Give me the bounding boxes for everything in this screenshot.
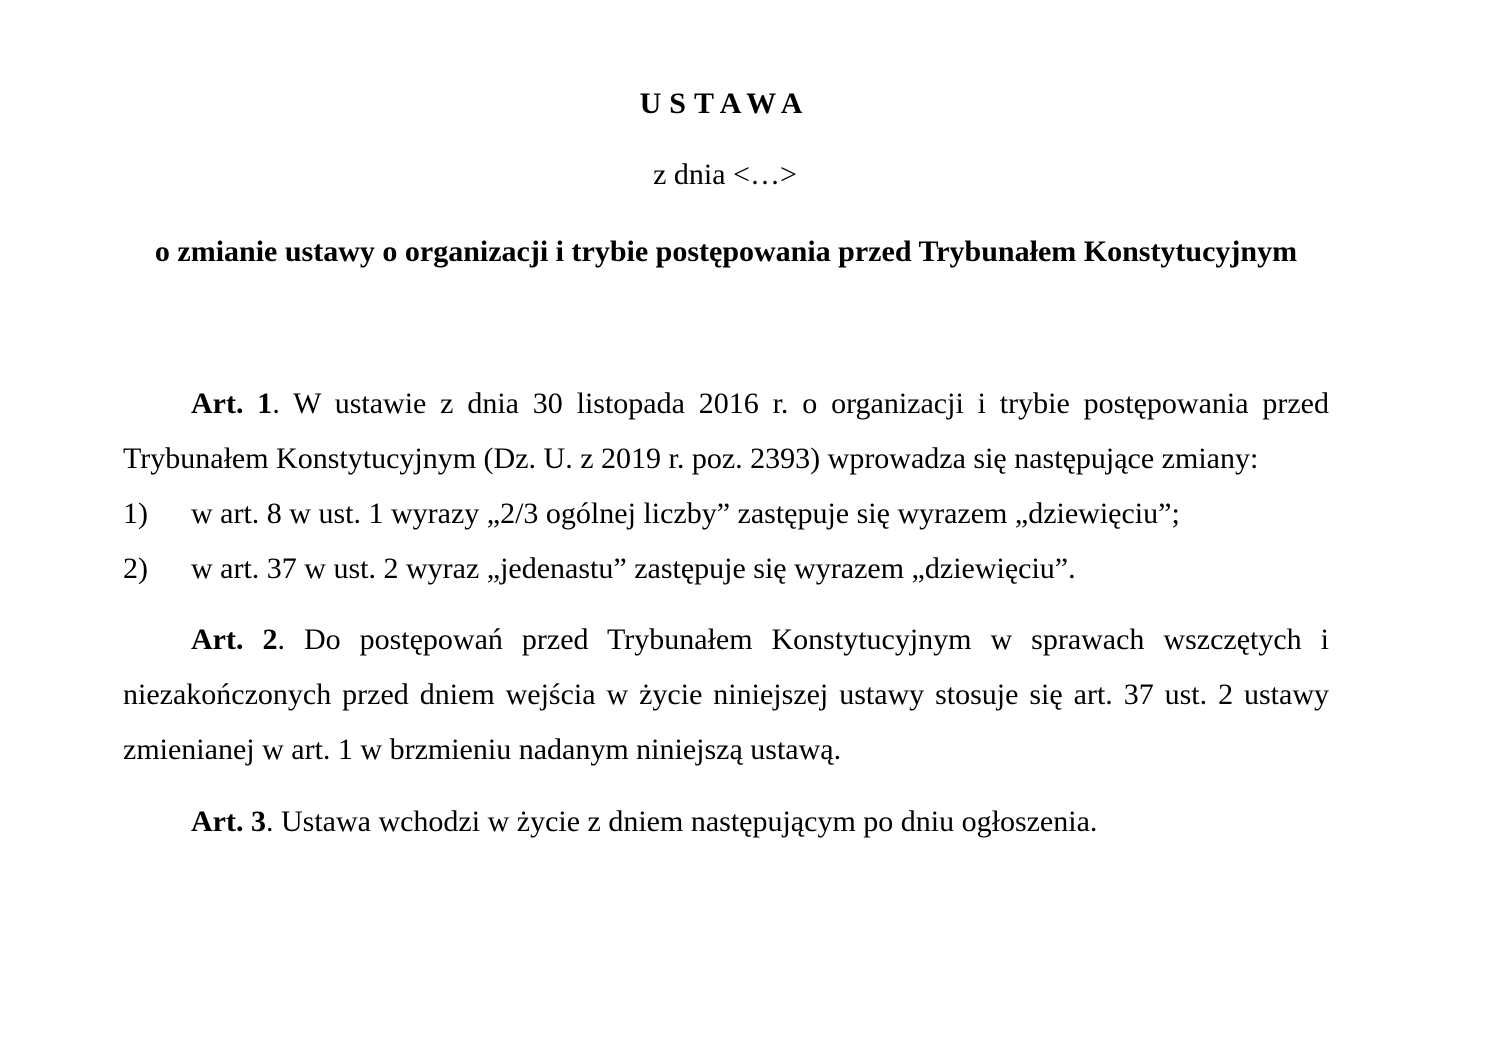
document-subject: o zmianie ustawy o organizacji i trybie postępowania przed Trybunałem Konstytucyjnym (154, 235, 1298, 268)
article-3-label: Art. 3 (191, 805, 266, 838)
document-date-line: z dnia <…> (653, 158, 797, 191)
article-1-list-item-1 (123, 486, 1329, 541)
list-item-text: w art. 8 w ust. 1 wyrazy „2/3 ogólnej liczby” zastępuje się wyrazem „dziewięciu”; (191, 497, 1180, 530)
article-3 (123, 794, 1329, 849)
article-1-list-item-2 (123, 541, 1329, 596)
article-1-label: Art. 1 (191, 387, 273, 420)
list-item-text: w art. 37 w ust. 2 wyraz „jedenastu” zastępuje się wyrazem „dziewięciu”. (191, 552, 1076, 585)
article-3-text: . Ustawa wchodzi w życie z dniem następującym po dniu ogłoszenia. (265, 805, 1098, 838)
article-2 (123, 612, 1329, 777)
list-item-number: 1) (123, 497, 148, 530)
document-title: USTAWA (639, 87, 811, 120)
article-3-paragraph (123, 794, 1329, 849)
article-1-paragraph (123, 376, 1329, 486)
article-2-text: . Do postępowań przed Trybunałem Konstytucyjnym w sprawach wszczętych i niezakończonych przed dniem wejścia w życie niniejszej ustawy stosuje się art. 37 ust. 2 ustawy zmienianej w art. 1 w brzmieniu nadanym niniejszą ustawą. (123, 623, 1329, 766)
article-1 (123, 376, 1329, 596)
article-1-text: . W ustawie z dnia 30 listopada 2016 r. o organizacji i trybie postępowania przed Trybunałem Konstytucyjnym (Dz. U. z 2019 r. poz. 2393) wprowadza się następujące zmiany: (123, 387, 1329, 475)
article-2-paragraph (123, 612, 1329, 777)
list-item-number: 2) (123, 552, 148, 585)
article-2-label: Art. 2 (191, 623, 278, 656)
